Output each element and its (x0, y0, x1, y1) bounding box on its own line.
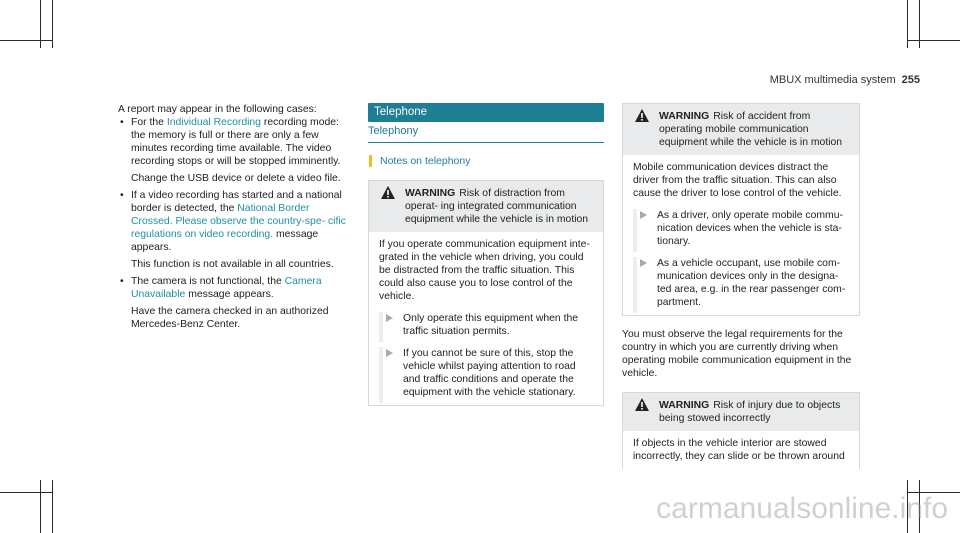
crop-mark (40, 480, 41, 533)
warning-body (369, 232, 603, 405)
warning-icon (635, 109, 649, 122)
step-text: Only operate this equipment when the traffic situation permits. (403, 313, 579, 337)
list-item (118, 116, 350, 185)
column-right (622, 103, 860, 469)
warning-box (622, 103, 860, 316)
page-header (770, 74, 920, 87)
arrow-right-icon (386, 349, 393, 357)
section-title: MBUX multimedia system (769, 74, 896, 86)
warning-text: Mobile communication devices distract the driver from the traffic situation. This can also cause the driver to lose control of the vehicle. (633, 162, 842, 199)
warning-text: If you operate communication equipment inte- grated in the vehicle when driving, you could be distracted from the traffic situation. This could also cause you to lose control of the vehicle. (379, 239, 590, 302)
legal-paragraph: You must observe the legal requirements for the country in which you are currently driving when operating mobile communication equipment in the vehicle. (622, 329, 852, 379)
note-heading: Notes on telephony (368, 155, 604, 168)
intro-text: A report may appear in the following cases: (118, 104, 317, 115)
item-text: message appears. (131, 229, 319, 253)
column-left (118, 103, 350, 331)
section-bar: Telephone (368, 103, 604, 122)
crop-mark (907, 40, 960, 41)
warning-title: Risk of accident from operating mobile communication equipment while the vehicle is in motion (659, 111, 843, 148)
instruction-step (379, 347, 595, 399)
display-message-link: Camera Unavailable (131, 276, 322, 300)
warning-label: WARNING (659, 111, 710, 122)
warning-title: Risk of injury due to objects being stowed incorrectly (659, 400, 841, 424)
step-text: If you cannot be sure of this, stop the vehicle whilst paying attention to road and traffic conditions and operate the equipment with the vehicle stationary. (403, 348, 576, 398)
item-extra: Change the USB device or delete a video file. (131, 173, 341, 184)
warning-body (623, 431, 859, 469)
display-message-link: National Border Crossed. Please observe the country-spe- cific regulations on video recording. (131, 203, 346, 240)
crop-mark (0, 40, 53, 41)
item-extra: Have the camera checked in an authorized Mercedes-Benz Center. (131, 306, 329, 330)
item-text: For the (131, 117, 167, 128)
instruction-step (633, 257, 851, 309)
warning-header (623, 393, 859, 431)
arrow-right-icon (386, 314, 393, 322)
item-text: message appears. (185, 289, 274, 300)
list-item (118, 189, 350, 271)
warning-label: WARNING (405, 188, 456, 199)
instruction-step (379, 312, 595, 338)
list-item (118, 275, 350, 331)
watermark: carmanualsonline.info (656, 492, 948, 525)
step-text: As a vehicle occupant, use mobile com- munication devices only in the designa- ted area, e.g. in the rear passenger com- partment. (657, 258, 846, 308)
warning-icon (381, 186, 395, 199)
crop-mark (0, 492, 53, 493)
warning-header (623, 104, 859, 155)
step-text: As a driver, only operate mobile commu- nication devices when the vehicle is sta- tionary. (657, 210, 843, 247)
warning-title: Risk of distraction from operat- ing integrated communication equipment while the vehicle is in motion (405, 188, 589, 225)
item-extra: This function is not available in all countries. (131, 259, 334, 270)
instruction-step (633, 209, 851, 248)
warning-icon (635, 398, 649, 411)
arrow-right-icon (640, 259, 647, 267)
case-list (118, 116, 350, 331)
warning-body (623, 155, 859, 315)
warning-box (622, 392, 860, 469)
warning-box (368, 180, 604, 406)
display-message-link: Individual Recording (166, 117, 261, 128)
subsection-title: Telephony (368, 125, 604, 143)
page-number: 255 (901, 74, 920, 86)
item-text: If a video recording has started and a national border is detected, the (131, 190, 342, 214)
warning-text: If objects in the vehicle interior are stowed incorrectly, they can slide or be thrown around (633, 438, 845, 462)
warning-label: WARNING (659, 400, 710, 411)
arrow-right-icon (640, 211, 647, 219)
warning-header (369, 181, 603, 232)
column-middle (368, 103, 604, 406)
item-text: recording mode: the memory is full or there are only a few minutes recording time available. The video recording stops or will be stopped imminently. (131, 117, 341, 167)
item-text: The camera is not functional, the (131, 276, 285, 287)
crop-mark (52, 480, 53, 533)
